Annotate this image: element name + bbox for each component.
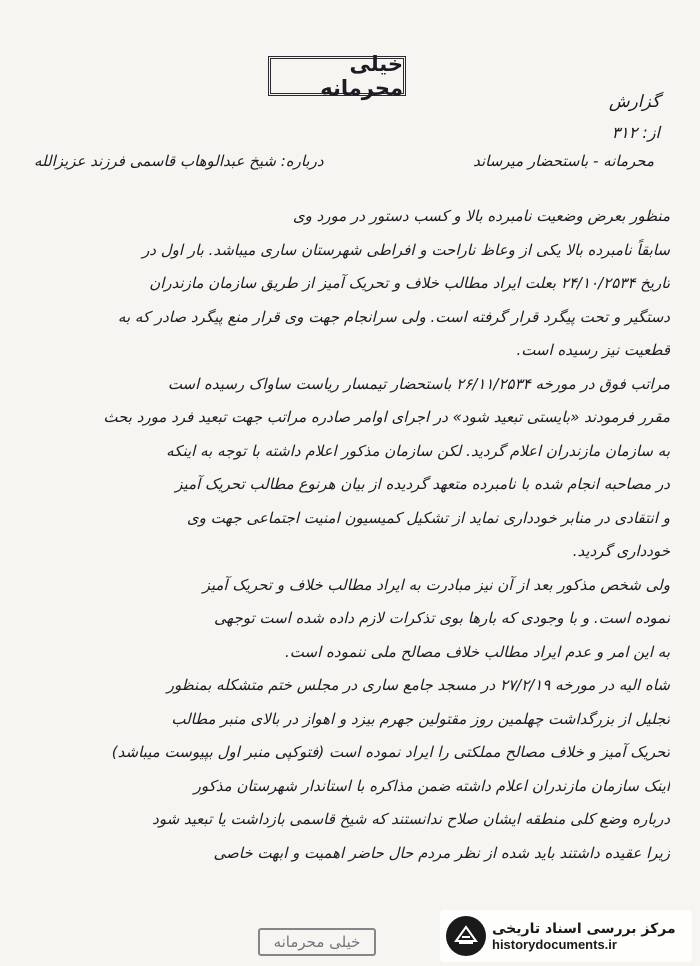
watermark-site: historydocuments.ir (492, 936, 617, 952)
body-line: خودداری گردید. (572, 542, 670, 560)
body-line: در مصاحبه انجام شده با نامبرده متعهد گردیده از بیان هرنوع مطالب تحریک آمیز (175, 475, 670, 493)
watermark (440, 910, 692, 962)
body-line: به سازمان مازندران اعلام گردید. لکن سازمان مذکور اعلام داشته با توجه به اینکه (166, 441, 670, 460)
body-line: تاریخ ۲۴/۱۰/۲۵۳۴ بعلت ایراد مطالب خلاف و تحریک آمیز از طریق سازمان مازندران (149, 274, 670, 292)
watermark-org: مرکز بررسی اسناد تاریخی (492, 920, 676, 937)
document-body (20, 200, 670, 870)
body-line: به این امر و عدم ایراد مطالب خلاف مصالح ملی ننموده است. (285, 642, 670, 661)
body-line: اینک سازمان مازندران اعلام داشته ضمن مذاکره با استاندار شهرستان مذکور (193, 776, 670, 795)
reference-number: از: ۳۱۲ (611, 123, 660, 142)
body-line: درباره وضع کلی منطقه ایشان صلاح ندانستند که شیخ قاسمی بازداشت یا تبعید شود (152, 810, 670, 828)
body-line: ولی شخص مذکور بعد از آن نیز مبادرت به ایراد مطالب خلاف و تحریک آمیز (202, 575, 670, 594)
bottom-classification-stamp: خیلی محرمانه (258, 928, 376, 956)
body-line: قطعیت نیز رسیده است. (516, 341, 670, 359)
subject-classification: محرمانه - باستحضار میرساند (473, 152, 654, 170)
body-line: تجلیل از بزرگداشت چهلمین روز مقتولین جهرم بیزد و اهواز در بالای منبر مطالب (171, 709, 670, 728)
archive-logo-icon (446, 916, 486, 956)
subject-line (34, 152, 654, 170)
body-line: شاه الیه در مورخه ۲۷/۲/۱۹ در مسجد جامع ساری در مجلس ختم متشکله بمنظور (166, 676, 670, 694)
subject-text: درباره: شیخ عبدالوهاب قاسمی فرزند عزیزالله (34, 152, 324, 170)
body-line: نموده است. و با وجودی که بارها بوی تذکرات لازم داده شده است توجهی (214, 609, 670, 627)
body-line: منظور بعرض وضعیت نامبرده بالا و کسب دستور در مورد وی (292, 207, 670, 225)
body-line: زیرا عقیده داشتند باید شده از نظر مردم حال حاضر اهمیت و ابهت خاصی (213, 843, 670, 862)
body-line: مقرر فرمودند «بایستی تبعید شود» در اجرای اوامر صادره مراتب جهت تبعید فرد مورد بحث (103, 408, 670, 426)
body-line: مراتب فوق در مورخه ۲۶/۱۱/۲۵۳۴ باستحضار تیمسار ریاست ساواک رسیده است (167, 374, 670, 393)
body-line: و انتقادی در منابر خودداری نماید از تشکیل کمیسیون امنیت اجتماعی جهت وی (186, 508, 670, 527)
report-title: گزارش (608, 92, 660, 112)
body-line: دستگیر و تحت پیگرد قرار گرفته است. ولی سرانجام جهت وی قرار منع پیگرد صادر که به (117, 307, 670, 326)
body-line: سابقاً نامبرده بالا یکی از وعاظ ناراحت و افراطی شهرستان ساری میباشد. بار اول در (142, 240, 670, 259)
classification-stamp: خیلی محرمانه (268, 56, 406, 96)
body-line: تحریک آمیز و خلاف مصالح مملکتی را ایراد نموده است (فتوکپی منبر اول بپیوست میباشد) (111, 743, 670, 761)
